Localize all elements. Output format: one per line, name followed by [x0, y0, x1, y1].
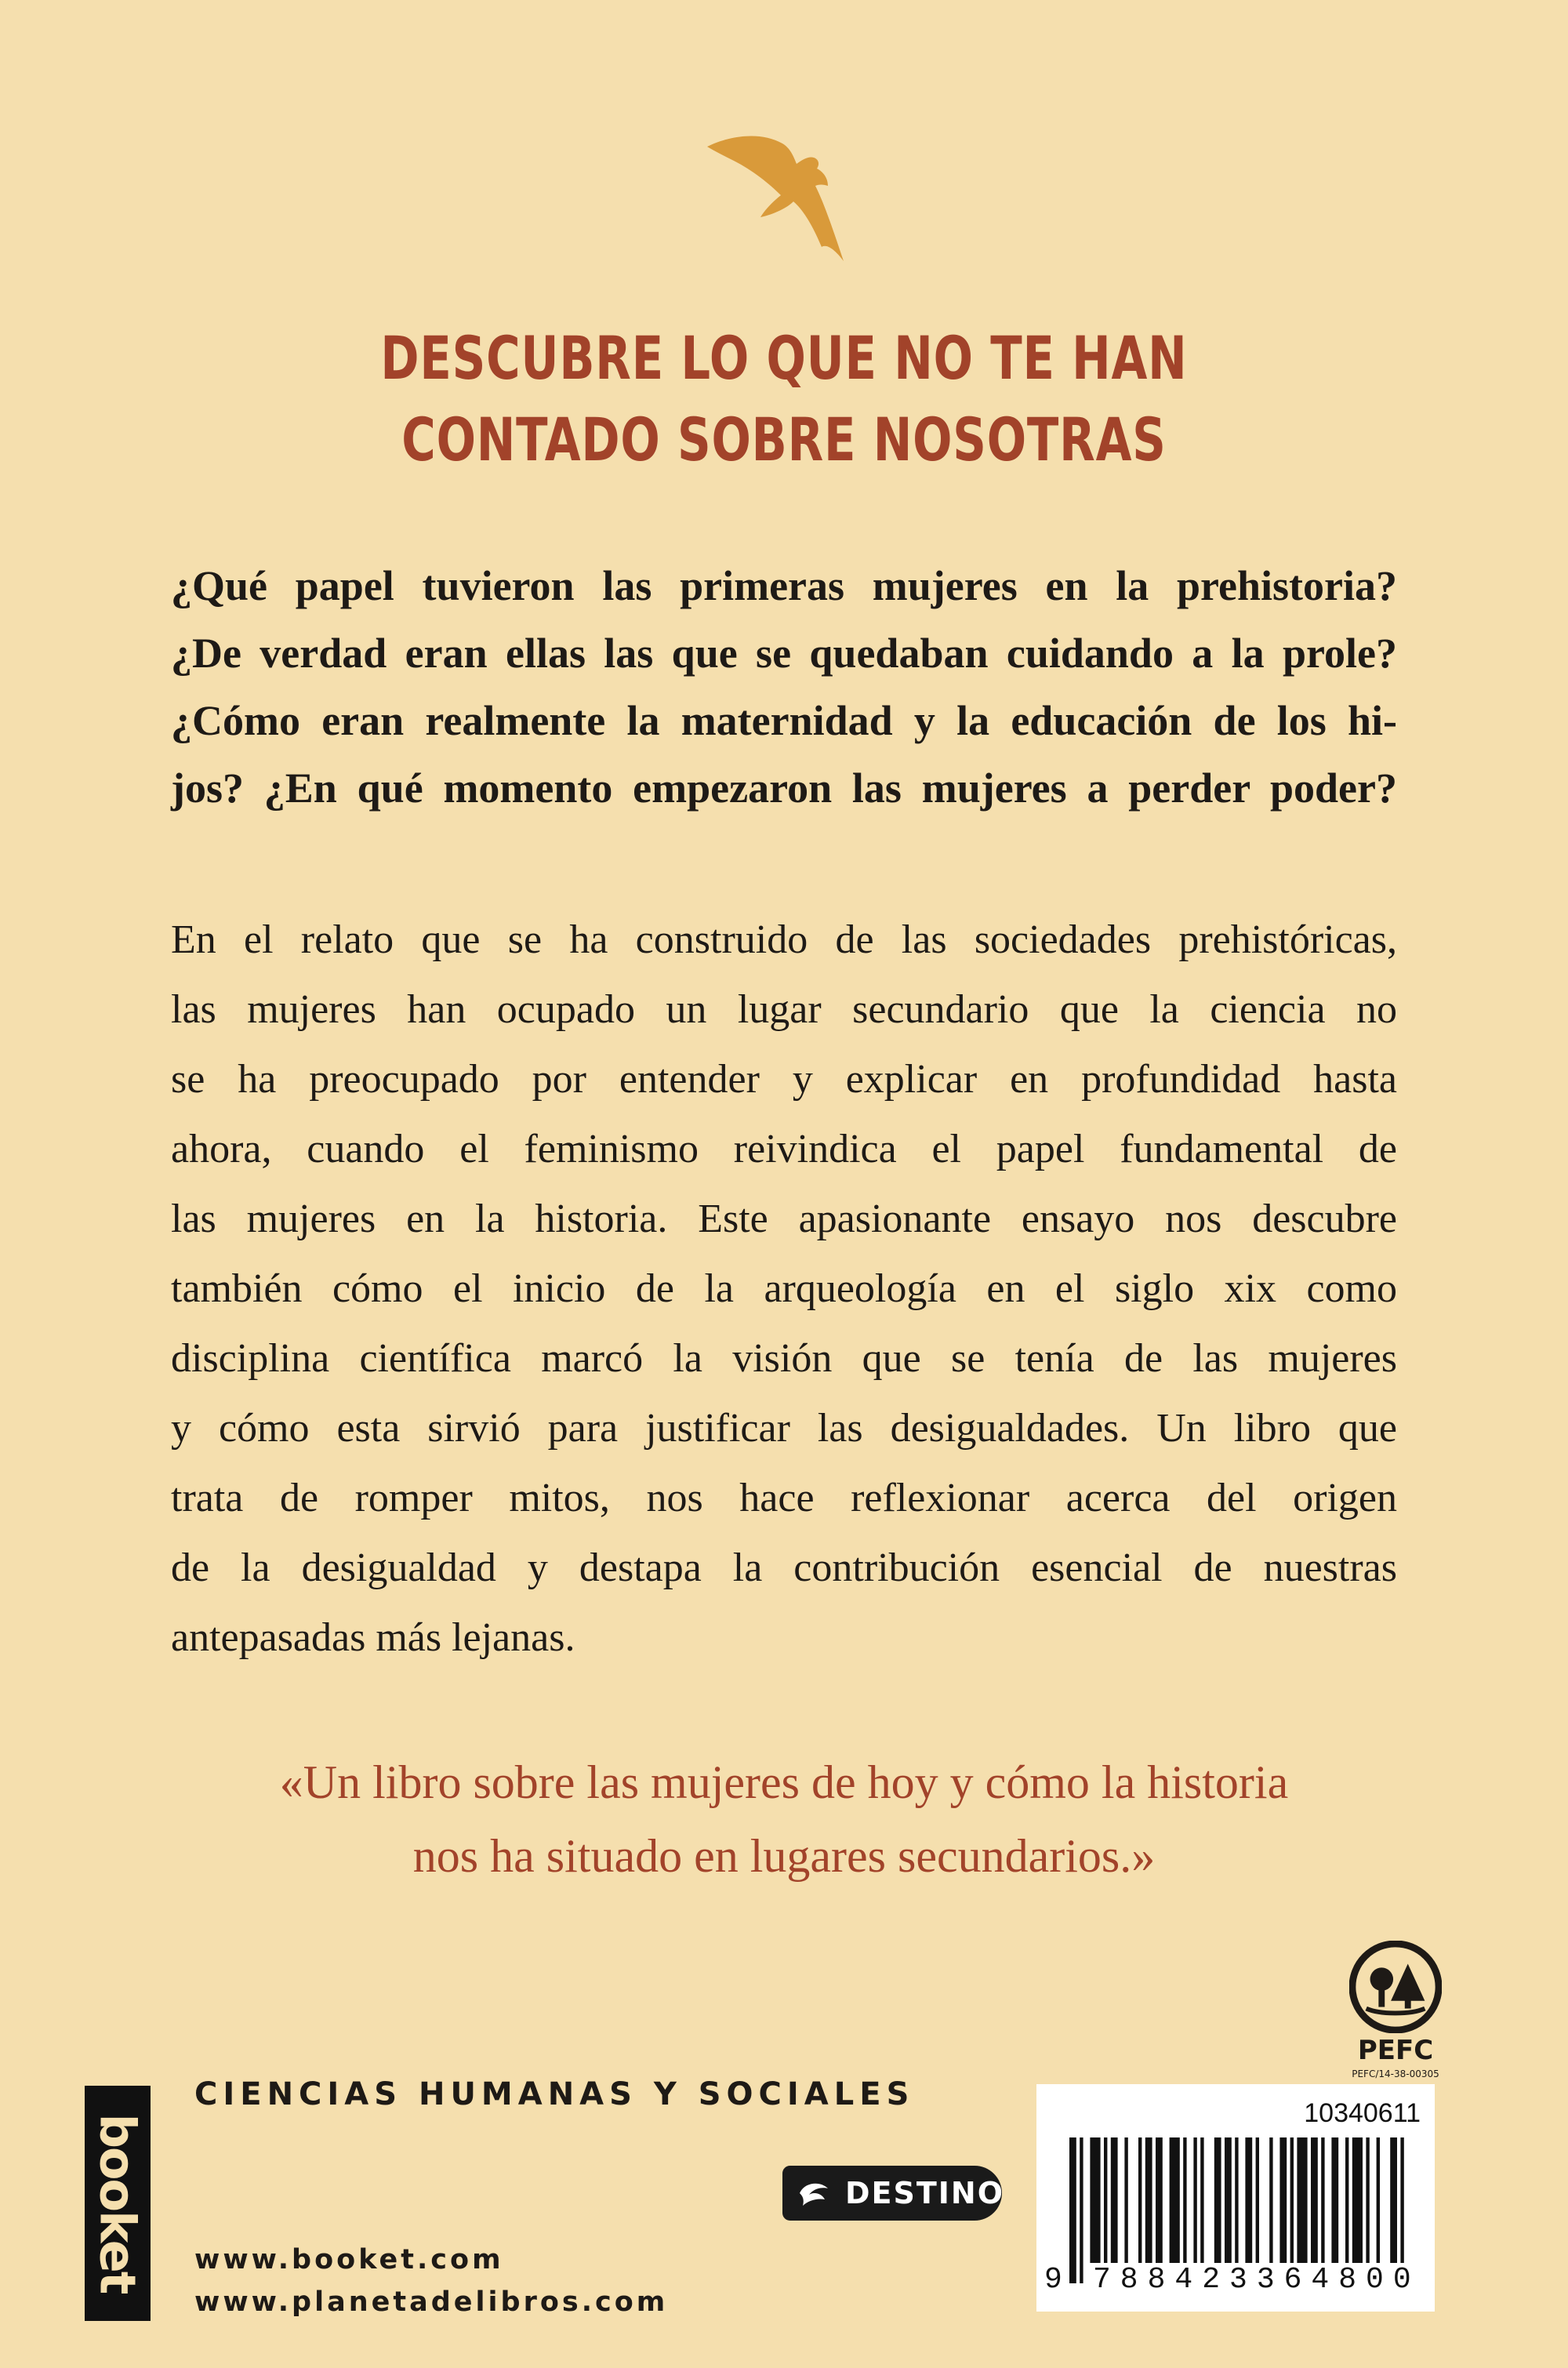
barcode-bar	[1138, 2137, 1142, 2263]
synopsis-line: las mujeres han ocupado un lugar secundario que la ciencia no	[171, 987, 1397, 1032]
barcode-bar	[1331, 2137, 1338, 2263]
barcode-bar	[1124, 2137, 1127, 2263]
synopsis-line: trata de romper mitos, nos hace reflexionar acerca del origen	[171, 1476, 1397, 1520]
barcode-bar	[1269, 2137, 1272, 2263]
barcode-bar	[1400, 2137, 1403, 2283]
barcode-bar	[1345, 2137, 1348, 2263]
url-booket[interactable]: www.booket.com	[194, 2244, 504, 2275]
synopsis-line: ahora, cuando el feminismo reivindica el papel fundamental de	[171, 1127, 1397, 1171]
synopsis-line: y cómo esta sirvió para justificar las desigualdades. Un libro que	[171, 1406, 1397, 1451]
quote-line-2: nos ha situado en lugares secundarios.»	[412, 1830, 1156, 1882]
question-line: ¿Cómo eran realmente la maternidad y la educación de los hi-	[171, 697, 1397, 744]
synopsis-line: también cómo el inicio de la arqueología en el siglo xix como	[171, 1266, 1397, 1311]
destino-logo	[782, 2166, 1005, 2221]
barcode-bar	[1104, 2137, 1107, 2263]
booket-logo	[85, 2086, 151, 2321]
synopsis-line: se ha preocupado por entender y explicar en profundidad hasta	[171, 1057, 1397, 1102]
barcode-bar	[1311, 2137, 1318, 2263]
barcode-bar	[1235, 2137, 1238, 2283]
destino-label: DESTINO	[845, 2176, 1005, 2210]
website-links	[194, 2239, 668, 2323]
headline	[172, 318, 1396, 481]
booket-logo-text: booket	[89, 2113, 147, 2294]
destino-icon	[797, 2177, 831, 2209]
isbn-digits: 788423364800	[1093, 2263, 1422, 2297]
pefc-icon	[1349, 1941, 1442, 2033]
barcode-panel	[1036, 2084, 1435, 2312]
barcode-bar	[1069, 2137, 1076, 2283]
barcode-bar	[1193, 2137, 1196, 2263]
barcode-bar	[1290, 2137, 1294, 2263]
question-line: ¿Qué papel tuvieron las primeras mujeres en la prehistoria?	[171, 562, 1397, 609]
question-line: jos? ¿En qué momento empezaron las mujeres a perder poder?	[171, 765, 1397, 812]
question-line: ¿De verdad eran ellas las que se quedaban cuidando a la prole?	[171, 630, 1397, 677]
barcode-bar	[1156, 2137, 1163, 2263]
isbn-first-digit: 9	[1044, 2263, 1062, 2297]
questions-paragraph	[171, 552, 1397, 822]
headline-line-2: CONTADO SOBRE NOSOTRAS	[401, 405, 1167, 474]
barcode-bar	[1256, 2137, 1259, 2263]
barcode-bar	[1279, 2137, 1287, 2263]
pefc-code: PEFC/14-38-00305	[1352, 2068, 1439, 2079]
barcode-bar	[1090, 2137, 1100, 2263]
synopsis-line: antepasadas más lejanas.	[171, 1615, 575, 1660]
barcode-bar	[1245, 2137, 1252, 2263]
barcode-bar	[1145, 2137, 1152, 2263]
barcode-bar	[1200, 2137, 1203, 2263]
bird-icon	[706, 129, 855, 271]
pefc-name: PEFC	[1357, 2035, 1434, 2066]
url-planetadelibros[interactable]: www.planetadelibros.com	[194, 2286, 669, 2318]
barcode-bar	[1366, 2137, 1369, 2263]
barcode-bar	[1214, 2137, 1221, 2263]
headline-line-1: DESCUBRE LO QUE NO TE HAN	[380, 323, 1188, 393]
barcode-bar	[1377, 2137, 1380, 2263]
barcode-bar	[1170, 2137, 1180, 2263]
synopsis-line: disciplina científica marcó la visión que se tenía de las mujeres	[171, 1336, 1397, 1381]
synopsis-line: En el relato que se ha construido de las sociedades prehistóricas,	[171, 917, 1397, 962]
pefc-logo	[1333, 1941, 1458, 2079]
barcode-bar	[1183, 2137, 1186, 2263]
pull-quote	[0, 1745, 1568, 1893]
barcode-bar	[1321, 2137, 1324, 2263]
barcode-bar	[1225, 2137, 1232, 2263]
barcode-bar	[1080, 2137, 1083, 2283]
barcode	[1068, 2137, 1421, 2283]
barcode-bar	[1297, 2137, 1307, 2263]
barcode-bar	[1111, 2137, 1118, 2263]
barcode-bar	[1390, 2137, 1397, 2263]
synopsis-line: de la desigualdad y destapa la contribución esencial de nuestras	[171, 1545, 1397, 1590]
quote-line-1: «Un libro sobre las mujeres de hoy y cómo la historia	[279, 1756, 1289, 1808]
category-label: CIENCIAS HUMANAS Y SOCIALES	[194, 2076, 915, 2112]
internal-code: 10340611	[1304, 2098, 1421, 2128]
synopsis-line: las mujeres en la historia. Este apasionante ensayo nos descubre	[171, 1197, 1397, 1241]
synopsis-paragraph	[171, 905, 1397, 1672]
barcode-bar	[1352, 2137, 1363, 2263]
